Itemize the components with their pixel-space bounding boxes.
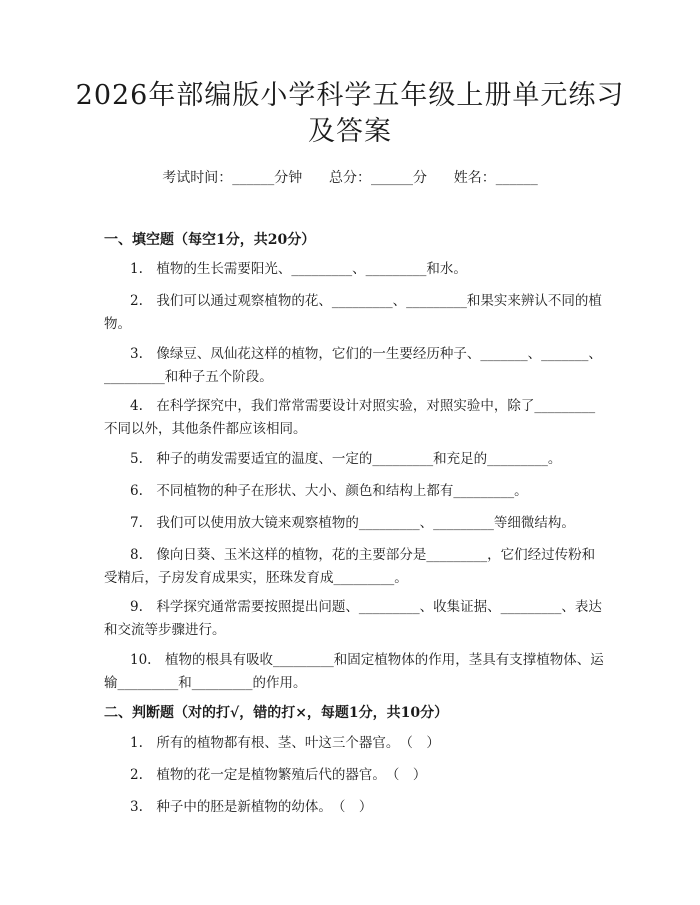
title-line-2: 及答案 xyxy=(308,116,392,147)
question-item: 4. 在科学探究中，我们常常需要设计对照实验，对照实验中，除了_________不同以外，其他条件都应该相同。 xyxy=(104,398,596,437)
question-item: 2. 植物的花一定是植物繁殖后代的器官。 （ ） xyxy=(130,767,427,783)
exam-info: 考试时间：______分钟 总分：______分 姓名：______ xyxy=(162,170,538,186)
question-item: 1. 植物的生长需要阳光、_________、_________和水。 xyxy=(130,261,467,277)
question-item: 10. 植物的根具有吸收_________和固定植物体的作用，茎具有支撑植物体、运输_________和_________的作用。 xyxy=(104,652,604,691)
section-heading-true-false: 二、判断题（对的打√，错的打×，每题1分，共10分） xyxy=(104,705,449,721)
question-item: 5. 种子的萌发需要适宜的温度、一定的_________和充足的_________。 xyxy=(130,451,562,467)
question-item: 6. 不同植物的种子在形状、大小、颜色和结构上都有_________。 xyxy=(130,483,528,499)
title-line-1: 2026年部编版小学科学五年级上册单元练习 xyxy=(75,80,625,111)
question-item: 2. 我们可以通过观察植物的花、_________、_________和果实来辨认不同的植物。 xyxy=(104,293,602,332)
section-heading-fill-blank: 一、填空题（每空1分，共20分） xyxy=(104,232,316,248)
question-item: 3. 种子中的胚是新植物的幼体。 （ ） xyxy=(130,799,373,815)
question-item: 1. 所有的植物都有根、茎、叶这三个器官。 （ ） xyxy=(130,735,440,751)
question-item: 9. 科学探究通常需要按照提出问题、_________、收集证据、_________、表达和交流等步骤进行。 xyxy=(104,599,602,638)
document-title xyxy=(0,78,700,150)
question-item: 7. 我们可以使用放大镜来观察植物的_________、_________等细微结构。 xyxy=(130,515,575,531)
question-item: 8. 像向日葵、玉米这样的植物，花的主要部分是_________，它们经过传粉和受精后，子房发育成果实，胚珠发育成_________。 xyxy=(104,547,596,586)
question-item: 3. 像绿豆、凤仙花这样的植物，它们的一生要经历种子、_______、_______、_________和种子五个阶段。 xyxy=(104,346,602,385)
